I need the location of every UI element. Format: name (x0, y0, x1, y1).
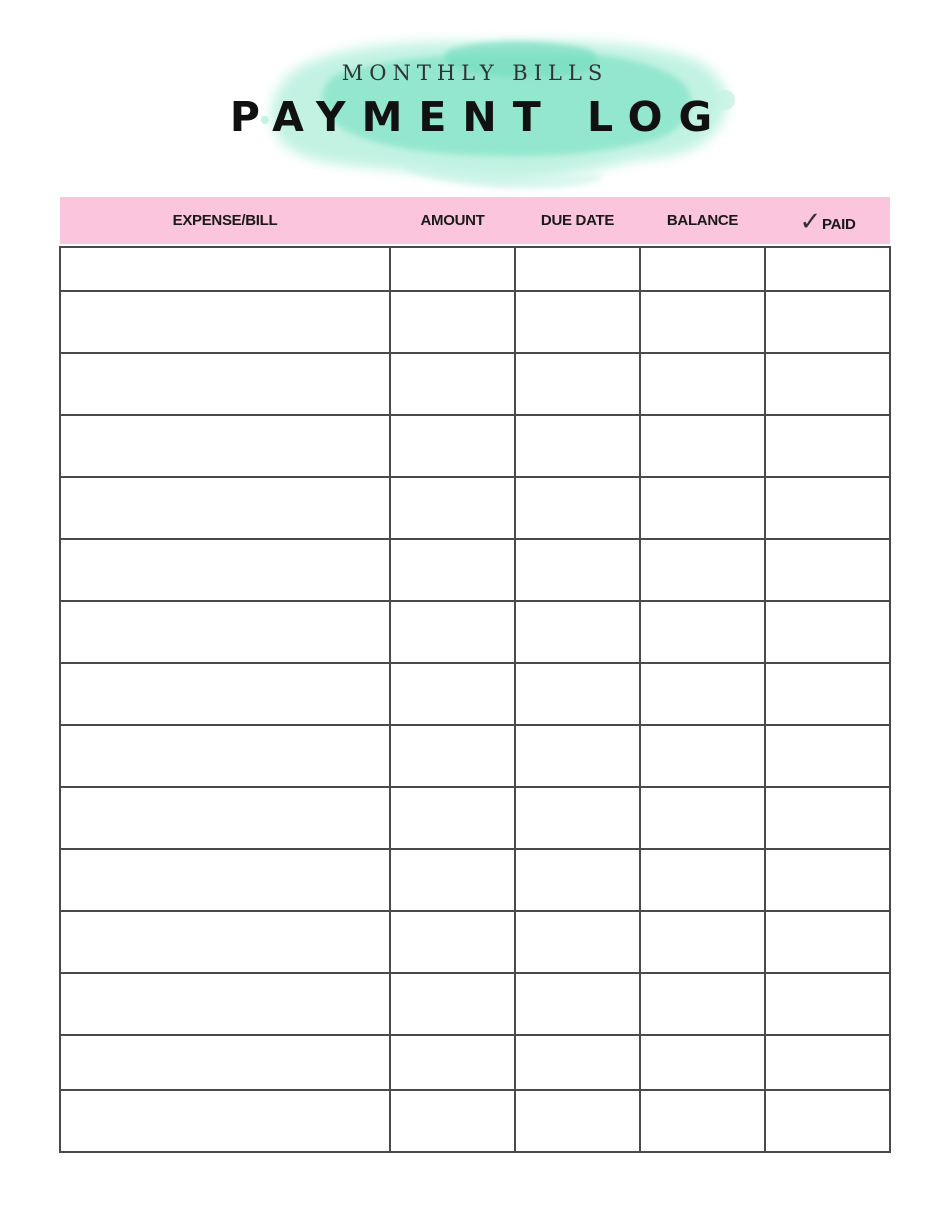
cell-balance[interactable] (640, 849, 765, 911)
cell-expense[interactable] (60, 477, 390, 539)
cell-balance[interactable] (640, 725, 765, 787)
cell-due-date[interactable] (515, 725, 640, 787)
cell-due-date[interactable] (515, 291, 640, 353)
table-header-row (60, 197, 890, 244)
column-header-label: AMOUNT (420, 212, 485, 229)
cell-expense[interactable] (60, 1090, 390, 1152)
table-row (60, 247, 890, 291)
cell-amount[interactable] (390, 1035, 515, 1090)
cell-balance[interactable] (640, 291, 765, 353)
table-row (60, 663, 890, 725)
cell-paid[interactable] (765, 787, 890, 849)
column-header-label: PAID (821, 216, 856, 233)
cell-due-date[interactable] (515, 1035, 640, 1090)
cell-expense[interactable] (60, 291, 390, 353)
cell-amount[interactable] (390, 1090, 515, 1152)
table-row (60, 973, 890, 1035)
column-header-label: EXPENSE/BILL (172, 212, 278, 229)
cell-paid[interactable] (765, 973, 890, 1035)
cell-paid[interactable] (765, 539, 890, 601)
cell-paid[interactable] (765, 601, 890, 663)
cell-due-date[interactable] (515, 663, 640, 725)
column-header-due-date (515, 197, 640, 244)
cell-amount[interactable] (390, 539, 515, 601)
cell-expense[interactable] (60, 1035, 390, 1090)
payment-log-table (59, 197, 891, 1153)
column-header-label: BALANCE (666, 212, 739, 229)
cell-amount[interactable] (390, 849, 515, 911)
cell-due-date[interactable] (515, 849, 640, 911)
cell-expense[interactable] (60, 353, 390, 415)
table-row (60, 849, 890, 911)
page-title: PAYMENT LOG (229, 93, 729, 141)
cell-amount[interactable] (390, 601, 515, 663)
cell-balance[interactable] (640, 539, 765, 601)
cell-expense[interactable] (60, 601, 390, 663)
cell-amount[interactable] (390, 353, 515, 415)
cell-amount[interactable] (390, 663, 515, 725)
table-row (60, 353, 890, 415)
cell-paid[interactable] (765, 477, 890, 539)
cell-due-date[interactable] (515, 1090, 640, 1152)
cell-amount[interactable] (390, 911, 515, 973)
cell-paid[interactable] (765, 663, 890, 725)
cell-due-date[interactable] (515, 787, 640, 849)
column-header-balance (640, 197, 765, 244)
cell-expense[interactable] (60, 849, 390, 911)
cell-due-date[interactable] (515, 973, 640, 1035)
cell-paid[interactable] (765, 247, 890, 291)
cell-paid[interactable] (765, 911, 890, 973)
table-row (60, 477, 890, 539)
table-row (60, 1090, 890, 1152)
table-row (60, 725, 890, 787)
cell-expense[interactable] (60, 787, 390, 849)
cell-expense[interactable] (60, 973, 390, 1035)
cell-amount[interactable] (390, 291, 515, 353)
cell-paid[interactable] (765, 415, 890, 477)
column-header-label: DUE DATE (540, 212, 615, 229)
cell-balance[interactable] (640, 1035, 765, 1090)
column-header-paid (765, 197, 890, 244)
table-body (60, 247, 890, 1152)
cell-due-date[interactable] (515, 539, 640, 601)
page-subtitle: MONTHLY BILLS (341, 61, 609, 85)
table-row (60, 291, 890, 353)
cell-expense[interactable] (60, 415, 390, 477)
cell-due-date[interactable] (515, 353, 640, 415)
cell-amount[interactable] (390, 725, 515, 787)
cell-balance[interactable] (640, 601, 765, 663)
cell-amount[interactable] (390, 247, 515, 291)
cell-balance[interactable] (640, 353, 765, 415)
cell-expense[interactable] (60, 911, 390, 973)
table-row (60, 911, 890, 973)
cell-due-date[interactable] (515, 415, 640, 477)
cell-balance[interactable] (640, 787, 765, 849)
cell-balance[interactable] (640, 477, 765, 539)
cell-due-date[interactable] (515, 247, 640, 291)
cell-paid[interactable] (765, 725, 890, 787)
cell-balance[interactable] (640, 973, 765, 1035)
table-row (60, 539, 890, 601)
cell-paid[interactable] (765, 849, 890, 911)
cell-amount[interactable] (390, 973, 515, 1035)
cell-paid[interactable] (765, 291, 890, 353)
table-row (60, 1035, 890, 1090)
cell-paid[interactable] (765, 1090, 890, 1152)
table-row (60, 601, 890, 663)
cell-due-date[interactable] (515, 601, 640, 663)
checkmark-icon: ✓ (799, 206, 821, 236)
column-header-amount (390, 197, 515, 244)
cell-expense[interactable] (60, 247, 390, 291)
cell-balance[interactable] (640, 663, 765, 725)
cell-due-date[interactable] (515, 911, 640, 973)
cell-balance[interactable] (640, 911, 765, 973)
cell-expense[interactable] (60, 539, 390, 601)
cell-paid[interactable] (765, 1035, 890, 1090)
column-header-expense (60, 197, 390, 244)
cell-balance[interactable] (640, 1090, 765, 1152)
cell-balance[interactable] (640, 415, 765, 477)
table-row (60, 415, 890, 477)
cell-amount[interactable] (390, 787, 515, 849)
cell-due-date[interactable] (515, 477, 640, 539)
cell-paid[interactable] (765, 353, 890, 415)
cell-amount[interactable] (390, 477, 515, 539)
table-row (60, 787, 890, 849)
cell-expense[interactable] (60, 725, 390, 787)
cell-balance[interactable] (640, 247, 765, 291)
cell-expense[interactable] (60, 663, 390, 725)
page-header (0, 0, 950, 195)
cell-amount[interactable] (390, 415, 515, 477)
